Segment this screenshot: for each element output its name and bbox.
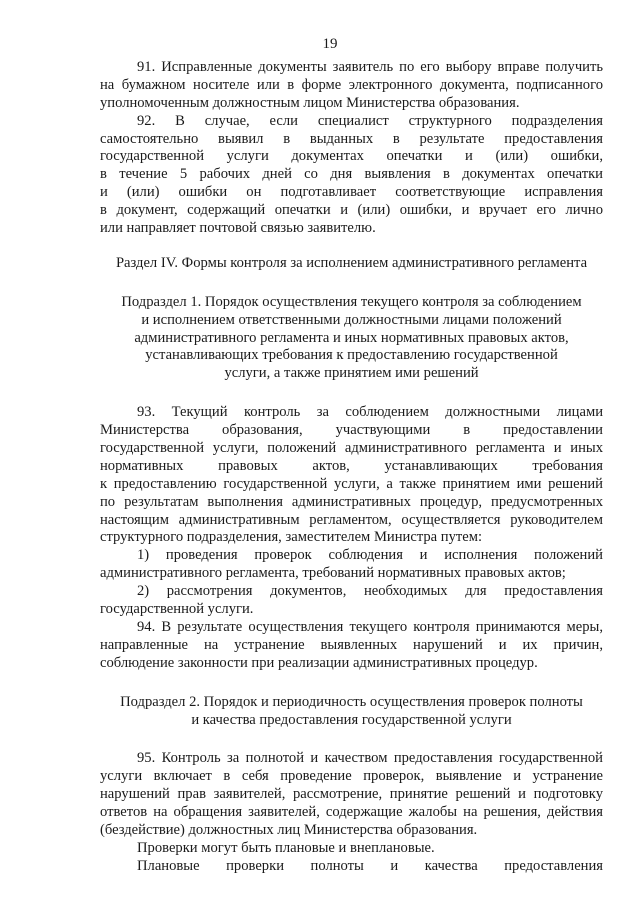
paragraph-92 [100,113,603,238]
paragraph-line: государственной услуги, положений административного регламента и иных [100,440,603,457]
paragraph-line: 92. В случае, если специалист структурного подразделения [137,112,603,129]
list-item-line: административного регламента, требований нормативных правовых актов; [100,565,566,582]
document-body [100,59,603,876]
subsection-title-line: услуги, а также принятием ими решений [224,365,479,382]
paragraph-95 [100,750,603,839]
paragraph-line: по результатам выполнения административных процедур, предусмотренных [100,493,603,510]
list-item-1 [100,547,603,583]
paragraph-line: 95. Контроль за полнотой и качеством предоставления государственной [137,750,603,767]
paragraph-checks [100,840,603,858]
paragraph-line: государственной услуги документах опечатки и (или) ошибки, [100,148,603,165]
subsection-1-title [100,294,603,383]
paragraph-line: уполномоченным должностным лицом Министерства образования. [100,94,520,111]
subsection-2-title [100,694,603,730]
paragraph-line: направленные на устранение выявленных нарушений и их причин, [100,636,603,653]
paragraph-93 [100,404,603,547]
spacer [100,729,603,750]
paragraph-line: настоящим административным регламентом, осуществляется руководителем [100,511,603,528]
paragraph-line: 91. Исправленные документы заявитель по его выбору вправе получить [137,59,603,75]
subsection-title-line: и исполнением ответственными должностными лицами положений [141,311,562,328]
paragraph-line: Проверки могут быть плановые и внеплановые. [137,839,435,856]
paragraph-91 [100,59,603,113]
spacer [100,673,603,694]
paragraph-line: к предоставлению государственной услуги, а также принятием ими решений [100,475,603,492]
paragraph-line: (бездействие) должностных лиц Министерства образования. [100,821,478,838]
subsection-title-line: Подраздел 2. Порядок и периодичность осуществления проверок полноты [120,693,583,710]
paragraph-line: ответов на обращения заявителей, содержащие жалобы на решения, действия [100,804,603,821]
subsection-title-line: административного регламента и иных нормативных правовых актов, [134,329,569,346]
paragraph-line: в течение 5 рабочих дней со дня выявления в документах опечатки [100,166,603,183]
section-iv-title [100,255,603,273]
section-title-line: Раздел IV. Формы контроля за исполнением административного регламента [115,254,588,271]
list-item-2 [100,583,603,619]
spacer [100,238,603,255]
paragraph-line: услуги включает в себя проведение проверок, выявление и устранение [100,768,603,785]
paragraph-line: и (или) ошибки он подготавливает соответствующие исправления [100,184,603,201]
paragraph-line: на бумажном носителе или в форме электронного документа, подписанного [100,76,603,93]
paragraph-line: Министерства образования, участвующими в предоставлении [100,422,603,439]
subsection-title-line: устанавливающих требования к предоставлению государственной [145,347,558,364]
paragraph-line: нарушений прав заявителей, рассмотрение, принятие решений и подготовку [100,786,603,803]
page-number: 19 [322,36,338,52]
paragraph-line: 93. Текущий контроль за соблюдением должностными лицами [137,404,603,421]
paragraph-94 [100,619,603,673]
paragraph-planned [100,858,603,876]
list-item-line: 2) рассмотрения документов, необходимых для предоставления [137,583,603,600]
paragraph-line: 94. В результате осуществления текущего контроля принимаются меры, [137,618,603,635]
subsection-title-line: Подраздел 1. Порядок осуществления текущего контроля за соблюдением [121,293,582,310]
paragraph-line: в документ, содержащий опечатки и (или) ошибки, и вручает его лично [100,202,603,219]
spacer [100,383,603,404]
paragraph-line: самостоятельно выявил в выданных в результате предоставления [100,130,603,147]
paragraph-line: или направляет почтовой связью заявителю. [100,220,376,237]
list-item-line: 1) проведения проверок соблюдения и исполнения положений [137,547,603,564]
subsection-title-line: и качества предоставления государственной услуги [191,711,512,728]
paragraph-line: соблюдение законности при реализации административных процедур. [100,654,538,671]
paragraph-line: Плановые проверки полноты и качества предоставления [137,857,603,874]
paragraph-line: нормативных правовых актов, устанавливающих требования [100,457,603,474]
list-item-line: государственной услуги. [100,601,254,618]
spacer [100,273,603,294]
paragraph-line: структурного подразделения, заместителем Министра путем: [100,529,483,546]
